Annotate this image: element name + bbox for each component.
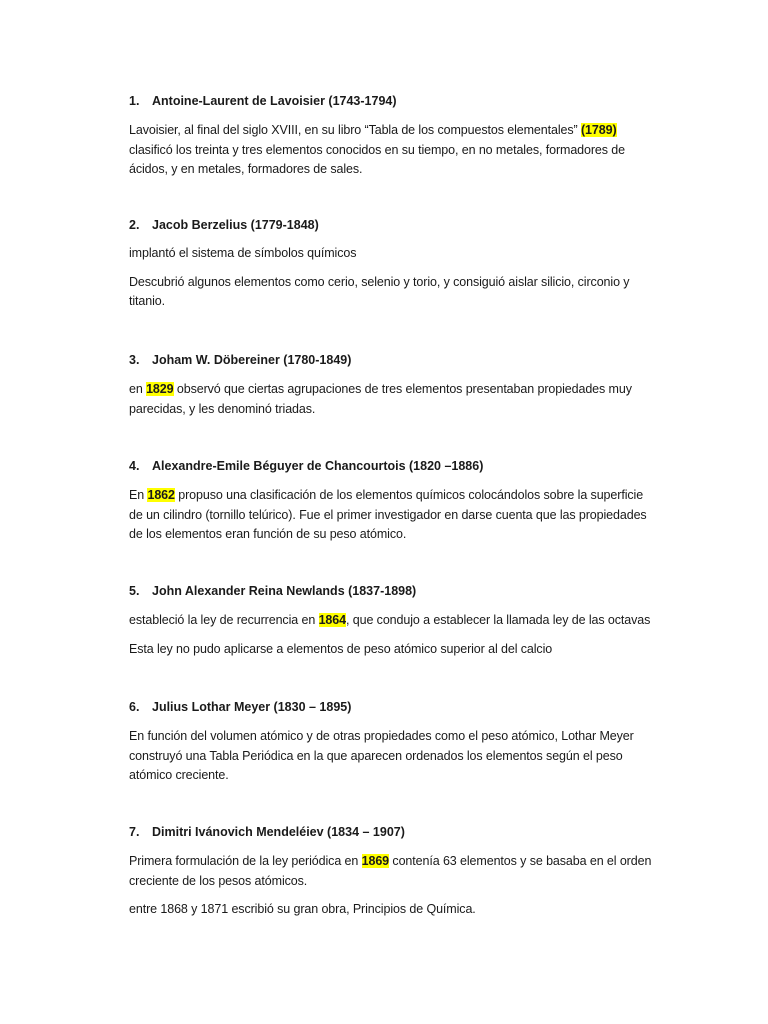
section-paragraph: Descubrió algunos elementos como cerio, selenio y torio, y consiguió aislar silicio, circonio y titanio. bbox=[129, 274, 630, 308]
section-heading bbox=[129, 92, 659, 110]
section-heading bbox=[129, 457, 659, 475]
section-paragraph: En función del volumen atómico y de otras propiedades como el peso atómico, Lothar Meyer construyó una Tabla Periódica en la que aparecen ordenados los elementos según el peso atómico creciente. bbox=[129, 729, 634, 782]
paragraph-text: contenía 63 elementos y se basaba en el orden creciente de los pesos atómicos. bbox=[129, 854, 652, 888]
section-number: 7. bbox=[129, 825, 140, 839]
section-paragraph: implantó el sistema de símbolos químicos bbox=[129, 246, 357, 260]
section-heading bbox=[129, 351, 659, 369]
paragraph-text: clasificó los treinta y tres elementos conocidos en su tiempo, en no metales, formadores de ácidos, y en metales, formadores de sales. bbox=[129, 142, 626, 176]
highlighted-year: 1864 bbox=[318, 613, 346, 627]
section-number: 4. bbox=[129, 459, 140, 473]
section-meyer bbox=[129, 698, 659, 786]
paragraph-text: En bbox=[129, 488, 148, 502]
paragraph-text: observó que ciertas agrupaciones de tres elementos presentaban propiedades muy parecidas, y les denominó triadas. bbox=[129, 382, 632, 416]
section-paragraph: entre 1868 y 1871 escribió su gran obra, Principios de Química. bbox=[129, 902, 476, 916]
section-heading bbox=[129, 582, 659, 600]
section-heading bbox=[129, 698, 659, 716]
section-number: 6. bbox=[129, 700, 140, 714]
section-number: 3. bbox=[129, 353, 140, 367]
section-newlands bbox=[129, 582, 659, 659]
paragraph-text: en bbox=[129, 382, 147, 396]
section-lavoisier bbox=[129, 92, 659, 180]
paragraph-text: , que condujo a establecer la llamada ley de las octavas bbox=[346, 613, 651, 627]
section-number: 5. bbox=[129, 584, 140, 598]
paragraph-text: estableció la ley de recurrencia en bbox=[129, 613, 319, 627]
highlighted-year: 1862 bbox=[147, 488, 175, 502]
section-paragraph bbox=[129, 486, 659, 545]
section-paragraph bbox=[129, 380, 659, 419]
paragraph-text: Primera formulación de la ley periódica en bbox=[129, 854, 362, 868]
section-title: Antoine-Laurent de Lavoisier (1743-1794) bbox=[152, 94, 397, 108]
section-title: Alexandre-Emile Béguyer de Chancourtois (1820 –1886) bbox=[152, 459, 484, 473]
section-number: 2. bbox=[129, 218, 140, 232]
section-mendeleiev bbox=[129, 823, 659, 920]
section-berzelius bbox=[129, 216, 659, 312]
section-paragraph bbox=[129, 121, 659, 180]
section-title: Jacob Berzelius (1779-1848) bbox=[152, 218, 319, 232]
paragraph-text: propuso una clasificación de los elementos químicos colocándolos sobre la superficie de un cilindro (tornillo telúrico). Fue el primer investigador en darse cuenta que las propiedades de los elementos eran función de su peso atómico. bbox=[129, 488, 647, 541]
section-paragraph bbox=[129, 852, 659, 891]
highlighted-year: 1829 bbox=[146, 382, 174, 396]
section-title: John Alexander Reina Newlands (1837-1898) bbox=[152, 584, 417, 598]
section-heading bbox=[129, 216, 659, 234]
section-number: 1. bbox=[129, 94, 140, 108]
section-paragraph: Esta ley no pudo aplicarse a elementos de peso atómico superior al del calcio bbox=[129, 641, 553, 656]
section-title: Julius Lothar Meyer (1830 – 1895) bbox=[152, 700, 352, 714]
section-title: Dimitri Ivánovich Mendeléiev (1834 – 1907) bbox=[152, 825, 405, 839]
section-title: Joham W. Döbereiner (1780-1849) bbox=[152, 353, 352, 367]
section-heading bbox=[129, 823, 659, 841]
highlighted-year: (1789) bbox=[580, 123, 617, 137]
section-dobereiner bbox=[129, 351, 659, 419]
section-chancourtois bbox=[129, 457, 659, 545]
paragraph-text: Lavoisier, al final del siglo XVIII, en su libro “Tabla de los compuestos elementales” bbox=[129, 123, 581, 137]
highlighted-year: 1869 bbox=[361, 854, 390, 868]
section-paragraph bbox=[129, 611, 659, 631]
